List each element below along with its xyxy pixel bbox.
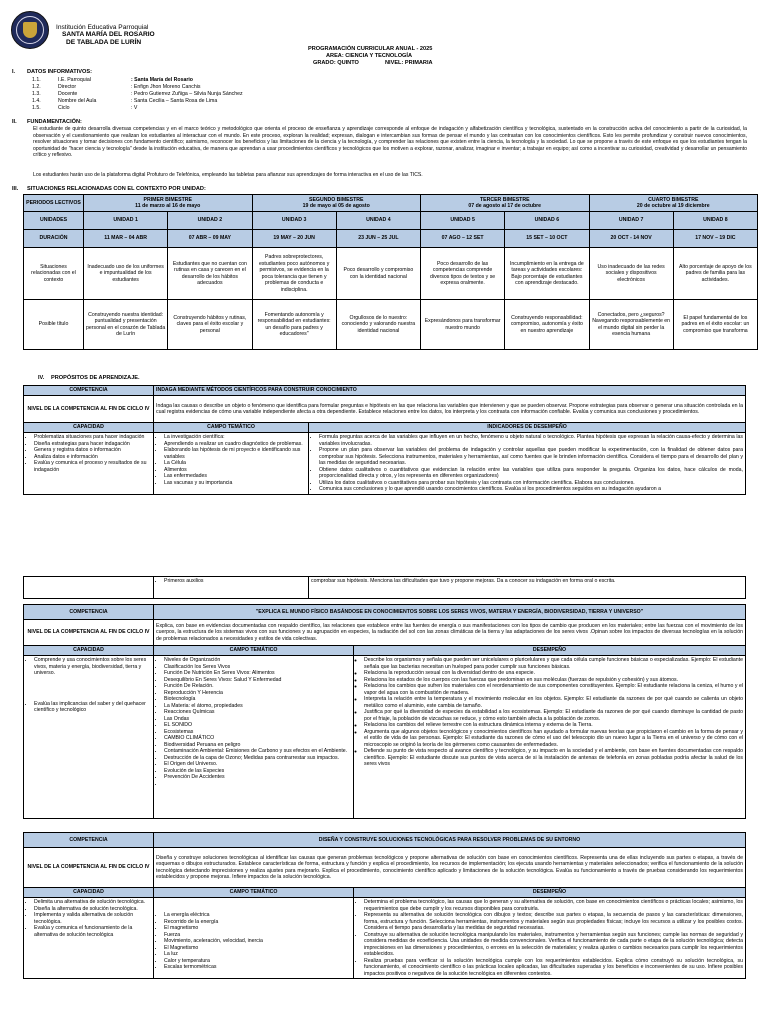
performance-item: ◦ Relaciona los cambios que sufren los materiales con el reordenamiento de sus componentes constituyentes. Ejemplo: El estudiante relaciona la ceniza, el humo y el vapor del agua con la combustión de madera.	[364, 683, 743, 696]
block3-level: Diseña y construye soluciones tecnológicas al identificar las causas que generan problemas tecnológicos y propone alternativas de solución con base en conocimientos científicos. Representa una de ellas incluyendo sus partes o etapas, a través de esquemas o dibujos estructurados. Establece características de forma, estructura y función y explica el procedimiento, los recursos de implementación; los ejecuta usando herramientas y materiales seleccionados; verifica el funcionamiento de la solución tecnológica detectando imprecisiones y realiza ajustes para mejorarlo. Explica el procedimiento, conocimiento científico aplicado y limitaciones de la solución tecnológica. Evalúa su funcionamiento a través de pruebas considerando los requerimientos establecidos y propone mejoras. Infiere impactos de la solución tecnológica.	[154, 848, 746, 888]
program-title: PROGRAMACIÓN CURRICULAR ANUAL - 2025	[308, 46, 433, 52]
period-2: SEGUNDO BIMESTRE 19 de mayo al 05 de agosto	[252, 195, 421, 212]
info-label: Docente	[58, 91, 78, 97]
indicator-item: • Obtiene datos cualitativos o cuantitativos que evidencian la relación entre las variables que utiliza para responder la pregunta. Organiza los datos, hace cálculos de moda, proporcionalidad directa y otros, y los representa en diferentes organizadores)	[319, 467, 743, 480]
institution-line1: Institución Educativa Parroquial	[56, 24, 149, 31]
block2-table	[23, 604, 746, 819]
info-label: Director	[58, 84, 77, 90]
info-value: : Santa María del Rosario	[131, 77, 193, 83]
field-item: • Biodiversidad Peruana en peligro	[164, 742, 351, 749]
block2-competency: "EXPLICA EL MUNDO FÍSICO BASÁNDOSE EN CONOCIMIENTOS SOBRE LOS SERES VIVOS, MATERIA Y ENERGÍA, BIODIVERSIDAD, TIERRA Y UNIVERSO"	[154, 605, 746, 620]
block2-wrap	[23, 604, 746, 819]
period-1: PRIMER BIMESTRE 11 de marzo al 16 de mayo	[84, 195, 253, 212]
block3-capacity-label: CAPACIDAD	[24, 888, 154, 898]
performance-item: ◦ Relaciona los cambios del relieve terrestre con la estructura dinámica interna y externa de la Tierra.	[364, 722, 743, 729]
info-label: Ciclo	[58, 105, 70, 111]
info-num: 1.1.	[32, 77, 41, 83]
capacity-item: • Genera y registra datos o información	[34, 447, 151, 454]
block2-field-label: CAMPO TEMÁTICO	[154, 646, 354, 656]
block3-capacities	[24, 898, 154, 979]
info-num: 1.5.	[32, 105, 41, 111]
field-item: • La Materia: el átomo, propiedades	[164, 703, 351, 710]
section1-number: I.	[12, 69, 16, 75]
capacity-item: • Evalúa y comunica el funcionamiento de la alternativa de solución tecnológica	[34, 925, 151, 938]
info-row	[30, 105, 430, 112]
situation-cell: Estudiantes que no cuentan con rutinas en casa y carecen en el desarrollo de los hábitos adecuados	[168, 248, 252, 300]
block1-indicators	[309, 433, 746, 495]
field-item: • Aprendiendo a realizar un cuadro diagnóstico de problemas.	[164, 441, 306, 448]
duration-cell: 20 OCT - 14 NOV	[589, 230, 673, 248]
section1-title: DATOS INFORMATIVOS:	[27, 69, 92, 75]
units-label: UNIDADES	[24, 212, 84, 230]
field-item: • CAMBIO CLIMÁTICO	[164, 735, 351, 742]
situation-cell: Inadecuado uso de los uniformes e impuntualidad de los estudiantes	[84, 248, 168, 300]
info-value: : Santa Cecilia – Santa Rosa de Lima	[131, 98, 218, 104]
block1-field-label: CAMPO TEMÁTICO	[154, 423, 309, 433]
field-item: • El Magnetismo	[164, 945, 351, 952]
capacity-item: • Implementa y valida alternativa de solución tecnológica.	[34, 912, 151, 925]
indicator-item: • Propone un plan para observar las variables del problema de indagación y controlar aquellas que pueden modificar la experimentación, con la finalidad de obtener datos para comprobar sus hipótesis. Selecciona instrumentos, materiales y herramientas, así como fuentes que le brinden información científica. Considera el tiempo para el desarrollo del plan y las medidas de seguridad necesarias.	[319, 447, 743, 467]
field-item: • La Célula	[164, 460, 306, 467]
block2-performances	[354, 656, 746, 819]
info-row	[30, 98, 430, 105]
block1-competency: INDAGA MEDIANTE MÉTODOS CIENTÍFICOS PARA CONSTRUIR CONOCIMIENTO	[154, 386, 746, 396]
field-item: • Contaminación Ambiental: Emisiones de Carbono y sus efectos en el Ambiente.	[164, 748, 351, 755]
performance-item: ◦ Argumenta que algunos objetos tecnológicos y conocimientos científicos han ayudado a formular nuevas teorías que propiciaron el cambio en la forma de pensar y el estilo de vida de las personas. Ejemplo: El estudiante da razones de cómo el uso del telescopio dio un nuevo lugar a la Tierra en el universo y de cómo con el microscopio se originó la teoría de los gérmenes como causantes de enfermedades.	[364, 729, 743, 749]
field-item: • Destrucción de la capa de Ozono; Medidas para contrarrestar sus impactos.	[164, 755, 351, 762]
block3-field-label: CAMPO TEMÁTICO	[154, 888, 354, 898]
duration-cell: 11 MAR – 04 ABR	[84, 230, 168, 248]
capacity-item: • Analiza datos e información	[34, 454, 151, 461]
field-item: • Desequilibrio En Seres Vivos: Salud Y Enfermedad	[164, 677, 351, 684]
field-item: • Calor y temperatura	[164, 958, 351, 965]
fundamentation-text: El estudiante de quinto desarrolla diversas competencias y en el marco teórico y metodológico que orienta el proceso de enseñanza y aprendizaje corresponde al enfoque de indagación y alfabetización científica y tecnológica, sustentado en la construcción activa del conocimiento a partir de la curiosidad, la observación y el cuestionamiento que realizan los estudiantes al interactuar con el mundo. En este proceso, exploran la realidad; expresan, dialogan e intercambian sus formas de pensar el mundo y las contrastan con los conocimientos científicos. Esto les permite profundizar y construir nuevos conocimientos, resolver situaciones y tomar decisiones con fundamento científico; asimismo, reconocer los beneficios y las limitaciones de la ciencia y la tecnología, y comprender las relaciones que existen entre la ciencia, la tecnología y la sociedad. Lo que se propone a través de este enfoque es que los estudiantes tengan la oportunidad de "hacer ciencia y tecnología" desde la institución educativa, de manera que aprendan a usar procedimientos científicos y tecnológicos que los motiven a explorar, razonar, analizar, imaginar e inventar; a trabajar en equipo; así como a incentivar su curiosidad, creatividad y desarrollar un pensamiento crítico y reflexivo.	[33, 126, 747, 159]
indicator-item: • Utiliza los datos cualitativos o cuantitativos para probar sus hipótesis y las contrasta con información científica. Elabora sus conclusiones.	[319, 480, 743, 487]
info-label: Nombre del Aula	[58, 98, 97, 104]
block3-competency: DISEÑA Y CONSTRUYE SOLUCIONES TECNOLÓGICAS PARA RESOLVER PROBLEMAS DE SU ENTORNO	[154, 833, 746, 848]
unit-cell: UNIDAD 4	[336, 212, 420, 230]
duration-label: DURACIÓN	[24, 230, 84, 248]
title-cell: Orgullosos de lo nuestro: conociendo y valorando nuestra identidad nacional	[336, 300, 420, 350]
info-value: : V	[131, 105, 138, 111]
continued-capacity	[24, 577, 154, 599]
capacity-item: • Comprende y usa conocimientos sobre los seres vivos, materia y energía, biodiversidad, tierra y universo.	[34, 657, 151, 677]
performance-item: ◦ Relaciona los estados de los cuerpos con las fuerzas que predominan en sus moléculas (fuerzas de repulsión y cohesión) y sus átomos.	[364, 677, 743, 684]
unit-cell: UNIDAD 2	[168, 212, 252, 230]
level-label: NIVEL: PRIMARIA	[385, 60, 433, 66]
capacity-item: • Diseña la alternativa de solución tecnológica.	[34, 906, 151, 913]
capacity-item: • Problematiza situaciones para hacer indagación	[34, 434, 151, 441]
block3-performances	[354, 898, 746, 979]
section2-title: FUNDAMENTACIÓN:	[27, 119, 82, 125]
block2-level-label: NIVEL DE LA COMPETENCIA AL FIN DE CICLO IV	[24, 620, 154, 646]
block1-capacities	[24, 433, 154, 495]
period-3: TERCER BIMESTRE 07 de agosto al 17 de octubre	[421, 195, 590, 212]
section2-number: II.	[12, 119, 17, 125]
period-4: CUARTO BIMESTRE 20 de octubre al 19 diciembre	[589, 195, 758, 212]
capacity-item: • Evalúa y comunica el proceso y resultados de su indagación	[34, 460, 151, 473]
area-label: AREA: CIENCIA Y TECNOLOGÍA	[326, 53, 412, 59]
performance-item: • Realiza pruebas para verificar si la solución tecnológica cumple con los requerimientos establecidos. Explica cómo construyó su solución tecnológica, su funcionamiento, el conocimiento científico o las prácticas locales aplicadas, las dificultades superadas y los beneficios e inconvenientes de su uso. Infiere posibles impactos positivos o negativos de la solución tecnológica en diferentes contextos.	[364, 958, 743, 978]
indicator-item: • Formula preguntas acerca de las variables que influyen en un hecho, fenómeno u objeto natural o tecnológico. Plantea hipótesis que expresan la relación causa-efecto y determina las variables involucradas.	[319, 434, 743, 447]
unit-cell: UNIDAD 6	[505, 212, 589, 230]
indicator-item: • Comunica sus conclusiones y lo que aprendió usando conocimientos científicos. Evalúa si los procedimientos seguidos en su indagación ayudaron a	[319, 486, 743, 493]
info-row	[30, 91, 430, 98]
field-item: • La energía eléctrica	[164, 912, 351, 919]
title-cell: Fomentando autonomía y responsabilidad en estudiantes: un desafío para padres y educadores"	[252, 300, 336, 350]
institution-line2: SANTA MARÍA DEL ROSARIO	[62, 31, 155, 38]
field-item: • Alimentos	[164, 467, 306, 474]
field-item: • El magnetismo	[164, 925, 351, 932]
block2-competency-label: COMPETENCIA	[24, 605, 154, 620]
institution-line3: DE TABLADA DE LURÍN	[66, 39, 142, 46]
block1-indicators-label: INDICADORES DE DESEMPEÑO	[309, 423, 746, 433]
capacity-item: • Diseña estrategias para hacer indagación	[34, 441, 151, 448]
block1-competency-label: COMPETENCIA	[24, 386, 154, 396]
block3-fields	[154, 898, 354, 979]
field-item: • Clasificación los Seres Vivos	[164, 664, 351, 671]
performance-item: ◦ Describe los organismos y señala que pueden ser unicelulares o pluricelulares y que cada célula cumple funciones básicas o especializadas. Ejemplo: El estudiante señala que las bacterias necesitan un huésped para poder cumplir sus funciones básicas.	[364, 657, 743, 670]
info-num: 1.3.	[32, 91, 41, 97]
field-item: • Reproducción Y Herencia	[164, 690, 351, 697]
capacity-item: • Evalúa las implicancias del saber y del quehacer científico y tecnológico	[34, 701, 151, 714]
field-item: • La luz	[164, 951, 351, 958]
situation-cell: Incumplimiento en la entrega de tareas y actividades escolares: Bajo porcentaje de estudiantes con aprendizaje destacado.	[505, 248, 589, 300]
field-item: • Niveles de Organización	[164, 657, 351, 664]
field-item: • Función De Nutrición En Seres Vivos: Alimentos	[164, 670, 351, 677]
continued-field	[154, 577, 309, 599]
capacity-item: • Delimita una alternativa de solución tecnológica.	[34, 899, 151, 906]
logo-shield-icon	[23, 22, 37, 38]
block1-fields	[154, 433, 309, 495]
performance-item: • Representa su alternativa de solución tecnológica con dibujos y textos; describe sus partes o etapas, la secuencia de pasos y las características: dimensiones, forma, estructura y función. Selecciona herramientas, instrumentos y materiales según sus propiedades físicas; incluye los recursos a utilizar y los posibles costos. Considera el tiempo para desarrollarla y las medidas de seguridad necesarias.	[364, 912, 743, 932]
unit-cell: UNIDAD 3	[252, 212, 336, 230]
field-item: • Las enfermedades	[164, 473, 306, 480]
grade-label: GRADO: QUINTO	[313, 60, 359, 66]
block2-fields	[154, 656, 354, 819]
block2-level: Explica, con base en evidencias documentadas con respaldo científico, las relaciones que establece entre las fuentes de energía o sus manifestaciones con los tipos de cambio que producen en los materiales; entre las fuerzas con el movimiento de los cuerpos, la estructura de los sistemas vivos con sus funciones y su agrupación en especies, la radiación del sol con las zonas climáticas de la tierra y las adaptaciones de los seres vivos .Opinan sobre los impactos de diversas tecnologías en la solución de problemas relacionados a necesidades y estilos de vida colectivas.	[154, 620, 746, 646]
field-item: • Fuerza	[164, 932, 351, 939]
info-label: I.E. Parroquial	[58, 77, 91, 83]
block2-capacities	[24, 656, 154, 819]
block1-table	[23, 385, 746, 495]
field-item: • Reacciones Químicas	[164, 709, 351, 716]
fundamentation-note: Los estudiantes harán uso de la plataforma digital Profuturo de Telefónica, empleando las tabletas para afianzar sus aprendizajes de forma interactiva en el uso de las TICS.	[33, 172, 423, 178]
situation-cell: Poco desarrollo y compromiso con la identidad nacional	[336, 248, 420, 300]
field-item: • Prevención De Accidentes	[164, 774, 351, 781]
field-item	[164, 781, 351, 788]
periods-label: PERIODOS LECTIVOS	[24, 195, 84, 212]
block1-continuation-table	[23, 576, 746, 599]
duration-cell: 19 MAY – 20 JUN	[252, 230, 336, 248]
situation-cell: Uso inadecuado de las redes sociales y dispositivos electrónicos	[589, 248, 673, 300]
block3-level-label: NIVEL DE LA COMPETENCIA AL FIN DE CICLO IV	[24, 848, 154, 888]
units-table	[23, 194, 758, 350]
duration-cell: 17 NOV – 19 DIC	[673, 230, 757, 248]
block3-table	[23, 832, 746, 979]
duration-cell: 23 JUN – 25 JUL	[336, 230, 420, 248]
info-num: 1.2.	[32, 84, 41, 90]
field-item: • Función De Relación.	[164, 683, 351, 690]
situation-cell: Alto porcentaje de apoyo de los padres de familia para las actividades.	[673, 248, 757, 300]
field-item: • EL SONIDO	[164, 722, 351, 729]
section3-number: III.	[12, 186, 19, 192]
field-item: • Elaborando las hipótesis de mi proyecto e identificando sus variables	[164, 447, 306, 460]
info-num: 1.4.	[32, 98, 41, 104]
block1-capacity-label: CAPACIDAD	[24, 423, 154, 433]
title-cell: Construyendo nuestra identidad: puntualidad y presentación personal en el corazón de Tablada de Lurín	[84, 300, 168, 350]
situation-cell: Poco desarrollo de las competencias comprende diversos tipos de textos y se expresa oralmente.	[421, 248, 505, 300]
performance-item: ◦ Interpreta la relación entre la temperatura y el movimiento molecular en los objetos. Ejemplo: El estudiante da razones de por qué cuando se calienta un objeto metálico como el aluminio, este cambia de tamaño.	[364, 696, 743, 709]
units-table-wrap	[23, 194, 758, 350]
title-cell: Construyendo hábitos y rutinas, claves para el éxito escolar y personal	[168, 300, 252, 350]
field-item: • Biotecnología	[164, 696, 351, 703]
section3-title: SITUACIONES RELACIONADAS CON EL CONTEXTO POR UNIDAD:	[27, 186, 206, 192]
field-item: • Las Ondas	[164, 716, 351, 723]
info-value: : Pedro Gutierrez Zuñiga – Silvia Nunja Sánchez	[131, 91, 243, 97]
title-cell: Expresándonos para transformar nuestro mundo	[421, 300, 505, 350]
situation-cell: Padres sobreprotectores, estudiantes poco autónomos y permisivos, se evidencia en la poca tolerancia que tienen y problemas de conducta e indisciplina.	[252, 248, 336, 300]
info-row	[30, 77, 430, 84]
block1-level: Indaga las causas o describe un objeto o fenómeno que identifica para formular preguntas e hipótesis en las que relaciona las variables que intervienen y que se pueden observar. Propone estrategias para observar o generar una situación controlada en la cual registra evidencias de cómo una variable independiente afecta a otra dependiente. Establece relaciones entre los datos, los interpreta y los contrasta con información confiable. Evalúa y comunica sus conclusiones y procedimientos.	[154, 396, 746, 423]
performance-item: ◦ Defiende su punto de vista respecto al avance científico y tecnológico, y su impacto en la sociedad y el ambiente, con base en fuentes documentadas con respaldo científico. Ejemplo: El estudiante discute sus puntos de vista acerca de si la instalación de antenas de telefonía en zonas pobladas podría afectar la salud de los seres vivos	[364, 748, 743, 768]
field-item: • Recorrido de la energía	[164, 919, 351, 926]
unit-cell: UNIDAD 1	[84, 212, 168, 230]
duration-cell: 15 SET – 10 OCT	[505, 230, 589, 248]
school-logo	[11, 11, 49, 49]
block3-performance-label: DESEMPEÑO	[354, 888, 746, 898]
info-value: : Enfign Jhon Moreno Canchis	[131, 84, 201, 90]
unit-cell: UNIDAD 5	[421, 212, 505, 230]
block3-wrap	[23, 832, 746, 979]
info-row	[30, 84, 430, 91]
performance-item: • Determina el problema tecnológico, las causas que lo generan y su alternativa de solución, con base en conocimientos científicos o prácticas locales; asimismo, los requerimientos que debe cumplir y los recursos disponibles para construirla.	[364, 899, 743, 912]
field-item: • Escalas termométricas	[164, 964, 351, 971]
title-cell: Construyendo responsabilidad: compromiso, autonomía y éxito en nuestro aprendizaje	[505, 300, 589, 350]
field-item: • Movimiento, aceleración, velocidad, inercia	[164, 938, 351, 945]
block1-wrap	[23, 385, 746, 495]
block2-performance-label: DESEMPEÑO	[354, 646, 746, 656]
performance-item: ◦ Justifica por qué la diversidad de especies da estabilidad a los ecosistemas. Ejemplo: El estudiante da razones de por qué cuando disminuye la cantidad de pasto por el friaje, la población de vizcachas se reduce, y cómo esto también afecta a la población de zorros.	[364, 709, 743, 722]
unit-cell: UNIDAD 8	[673, 212, 757, 230]
performance-item: ◦ Relaciona la reproducción sexual con la diversidad dentro de una especie.	[364, 670, 743, 677]
unit-cell: UNIDAD 7	[589, 212, 673, 230]
title-cell: Conectados, pero ¿seguros? Navegando responsablemente en el mundo digital sin perder la esencia humana	[589, 300, 673, 350]
field-item: • Las vacunas y su importancia	[164, 480, 306, 487]
situations-label: Situaciones relacionadas con el contexto	[24, 248, 84, 300]
field-item: • Evolución de las Especies	[164, 768, 351, 775]
duration-cell: 07 ABR – 09 MAY	[168, 230, 252, 248]
block2-capacity-label: CAPACIDAD	[24, 646, 154, 656]
section4-number: IV.	[38, 375, 45, 381]
duration-cell: 07 AGO – 12 SET	[421, 230, 505, 248]
block3-competency-label: COMPETENCIA	[24, 833, 154, 848]
performance-item: • Construye su alternativa de solución tecnológica manipulando los materiales, instrumentos y herramientas según sus funciones; cumple las normas de seguridad y considera medidas de ecoeficiencia. Usa unidades de medida convencionales. Verifica el funcionamiento de cada parte o etapa de la solución tecnológica; detecta imprecisiones en las dimensiones y procedimientos, o errores en la selección de materiales; y realiza ajustes o cambios necesarios para cumplir los requerimientos establecidos.	[364, 932, 743, 958]
section4-title: PROPÓSITOS DE APRENDIZAJE.	[51, 375, 140, 381]
continued-indicator: comprobar sus hipótesis. Menciona las dificultades que tuvo y propone mejoras. Da a conocer su indagación en forma oral o escrita.	[309, 577, 746, 599]
continued-field-item: • Primeros auxilios	[164, 578, 306, 585]
titles-label: Posible título	[24, 300, 84, 350]
field-item: • El Origen del Universo.	[164, 761, 351, 768]
block1-continuation	[23, 576, 746, 599]
field-item: • La investigación científica:	[164, 434, 306, 441]
field-item: • Ecosistemas	[164, 729, 351, 736]
block1-level-label: NIVEL DE LA COMPETENCIA AL FIN DE CICLO IV	[24, 396, 154, 423]
info-list	[30, 77, 430, 112]
title-cell: El papel fundamental de los padres en el éxito escolar: un compromiso que transforma	[673, 300, 757, 350]
